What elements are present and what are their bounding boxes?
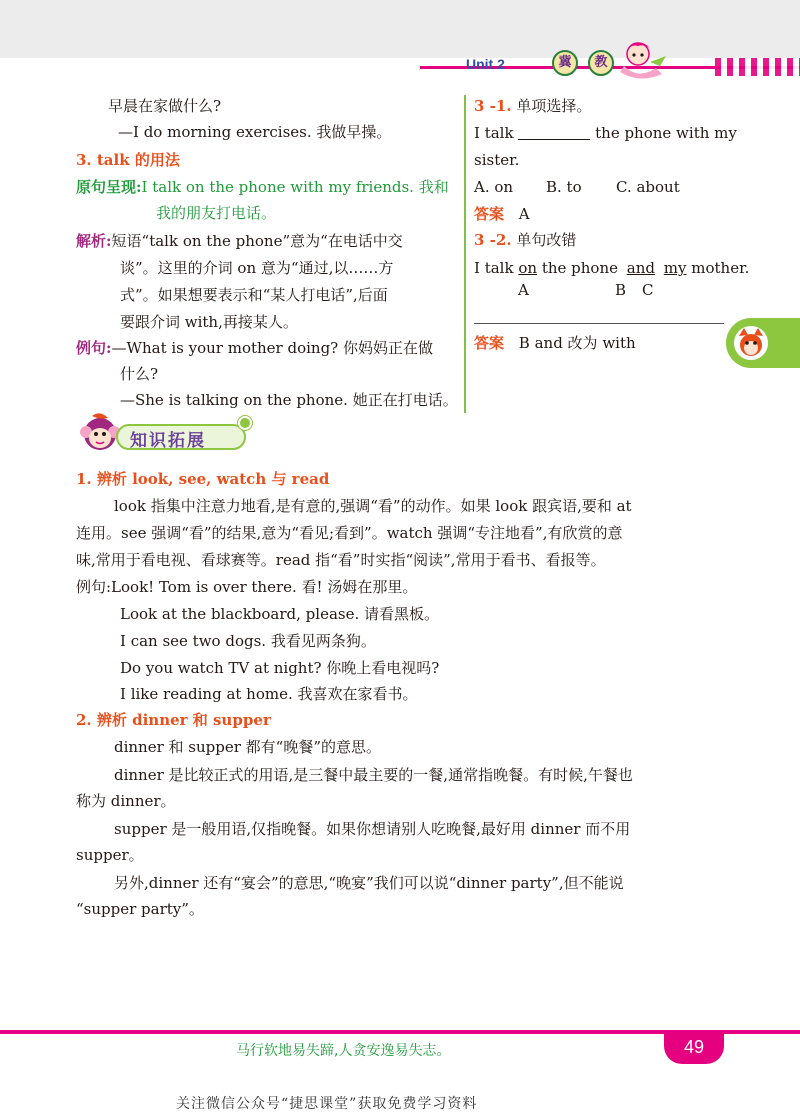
q2-sentence bbox=[474, 258, 749, 278]
q2-answer-row bbox=[474, 333, 636, 353]
q2-word-1: I talk bbox=[474, 259, 514, 277]
extension-dot bbox=[238, 416, 252, 430]
s2-para-2a: dinner 是比较正式的用语,是三餐中最主要的一餐,通常指晚餐。有时候,午餐也 bbox=[114, 766, 633, 784]
s2-title: 2. 辨析 dinner 和 supper bbox=[76, 711, 271, 729]
q2-heading bbox=[474, 230, 576, 250]
q1-type: 单项选择。 bbox=[516, 97, 592, 115]
liju-row bbox=[76, 338, 433, 358]
s1-para-3: 味,常用于看电视、看球赛等。read 指“看”时实指“阅读”,常用于看书、看报等。 bbox=[76, 551, 606, 569]
q1-option-c: C. about bbox=[616, 178, 680, 196]
liju-text-1: —What is your mother doing? 你妈妈正在做 bbox=[111, 339, 433, 357]
q2-word-and: and bbox=[626, 259, 655, 277]
q1-label: 3 -1. bbox=[474, 97, 512, 115]
s1-example-1: 例句:Look! Tom is over there. 看! 汤姆在那里。 bbox=[76, 578, 418, 596]
s1-para-1: look 指集中注意力地看,是有意的,强调“看”的动作。如果 look 跟宾语,要和 at bbox=[114, 497, 632, 515]
q2-answer-line bbox=[474, 323, 724, 324]
jiexi-label: 解析: bbox=[76, 232, 112, 250]
knowledge-extension-header bbox=[78, 412, 248, 458]
yuanju-row bbox=[76, 177, 449, 197]
liju-label: 例句: bbox=[76, 339, 112, 357]
yuanju-label: 原句呈现: bbox=[76, 178, 142, 196]
jiexi-text-2: 谈”。这里的介词 on 意为“通过,以……方 bbox=[120, 259, 394, 277]
q2-type: 单句改错 bbox=[516, 231, 577, 249]
section-3-title: 3. talk 的用法 bbox=[76, 151, 180, 169]
column-divider bbox=[464, 95, 466, 413]
q2-word-3: the phone bbox=[541, 259, 618, 277]
q2-answer: B and 改为 with bbox=[518, 334, 636, 352]
q1-answer-row bbox=[474, 204, 530, 224]
liju-text-2: 什么? bbox=[120, 365, 159, 383]
yuanju-text-1: I talk on the phone with my friends. 我和 bbox=[141, 178, 449, 196]
s1-title: 1. 辨析 look, see, watch 与 read bbox=[76, 470, 330, 488]
fox-face-icon bbox=[734, 326, 768, 360]
q1-option-b: B. to bbox=[546, 178, 582, 196]
side-tab bbox=[726, 318, 800, 368]
s2-para-3a: supper 是一般用语,仅指晚餐。如果你想请别人吃晚餐,最好用 dinner 而不用 bbox=[114, 820, 631, 838]
s2-para-4a: 另外,dinner 还有“宴会”的意思,“晚宴”我们可以说“dinner party”,但不能说 bbox=[114, 874, 624, 892]
jiexi-text-4: 要跟介词 with,再接某人。 bbox=[120, 313, 298, 331]
s2-para-3b: supper。 bbox=[76, 846, 144, 864]
q2-mark-a: A bbox=[518, 281, 529, 299]
jiexi-row bbox=[76, 231, 403, 251]
q2-label: 3 -2. bbox=[474, 231, 512, 249]
watermark-text: 关注微信公众号“捷思课堂”获取免费学习资料 bbox=[176, 1096, 478, 1112]
unit-label: Unit 2 bbox=[466, 56, 505, 72]
left-line-2: —I do morning exercises. 我做早操。 bbox=[118, 123, 392, 141]
extension-title: 知识拓展 bbox=[130, 431, 206, 451]
q1-answer-label: 答案 bbox=[474, 205, 505, 223]
liju-text-3: —She is talking on the phone. 她正在打电话。 bbox=[120, 391, 458, 409]
s2-para-4b: “supper party”。 bbox=[76, 900, 204, 918]
footer-motto: 马行软地易失蹄,人贪安逸易失志。 bbox=[236, 1043, 451, 1059]
q1-text-a: I talk bbox=[474, 124, 514, 142]
s1-example-5: I like reading at home. 我喜欢在家看书。 bbox=[120, 685, 418, 703]
s2-para-2b: 称为 dinner。 bbox=[76, 792, 176, 810]
page-number: 49 bbox=[664, 1030, 724, 1064]
q2-word-on: on bbox=[518, 259, 538, 277]
q2-mark-b: B bbox=[615, 281, 627, 299]
q1-blank[interactable] bbox=[518, 125, 590, 140]
fairy-mascot-icon bbox=[610, 36, 670, 80]
header-pattern bbox=[715, 58, 800, 76]
s1-para-2: 连用。see 强调“看”的结果,意为“看见;看到”。watch 强调“专注地看”,有欣赏的意 bbox=[76, 524, 623, 542]
badge-ji: 冀 bbox=[552, 50, 578, 76]
q1-text-b: the phone with my bbox=[595, 124, 737, 142]
q1-line-2: sister. bbox=[474, 151, 520, 169]
q2-answer-label: 答案 bbox=[474, 334, 505, 352]
left-line-1: 早晨在家做什么? bbox=[108, 97, 222, 115]
q2-mark-c: C bbox=[642, 281, 654, 299]
badge-jiao: 教 bbox=[588, 50, 614, 76]
jiexi-text-1: 短语“talk on the phone”意为“在电话中交 bbox=[111, 232, 403, 250]
s1-example-4: Do you watch TV at night? 你晚上看电视吗? bbox=[120, 659, 440, 677]
q1-heading bbox=[474, 96, 591, 116]
q1-line-1 bbox=[474, 123, 737, 143]
q1-option-a: A. on bbox=[474, 178, 514, 196]
jiexi-text-3: 式”。如果想要表示和“某人打电话”,后面 bbox=[120, 286, 388, 304]
s1-example-2: Look at the blackboard, please. 请看黑板。 bbox=[120, 605, 439, 623]
yuanju-text-2: 我的朋友打电话。 bbox=[156, 204, 277, 222]
s2-para-1: dinner 和 supper 都有“晚餐”的意思。 bbox=[114, 738, 382, 756]
header-band bbox=[0, 0, 800, 58]
q2-word-6: mother. bbox=[691, 259, 750, 277]
q2-word-my: my bbox=[663, 259, 687, 277]
q1-answer: A bbox=[518, 205, 530, 223]
s1-example-3: I can see two dogs. 我看见两条狗。 bbox=[120, 632, 376, 650]
